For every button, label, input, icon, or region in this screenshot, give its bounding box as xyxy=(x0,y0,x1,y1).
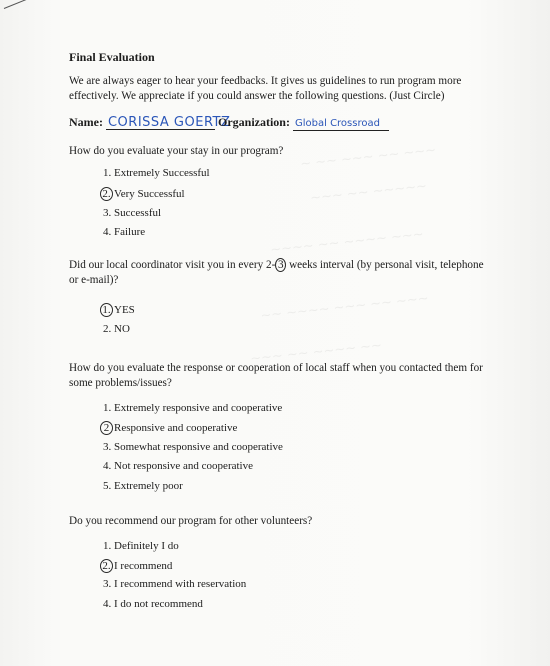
q3-option-2-label: Responsive and cooperative xyxy=(114,422,238,434)
q3-option-2[interactable] xyxy=(103,421,237,435)
q4-option-4[interactable]: 4. I do not recommend xyxy=(103,598,203,610)
question-2-part-b: weeks interval (by personal visit, telephone or e-mail)? xyxy=(69,259,484,286)
question-2 xyxy=(69,258,489,288)
q1-option-4[interactable]: 4. Failure xyxy=(103,226,146,238)
question-4: Do you recommend our program for other volunteers? xyxy=(69,515,313,527)
bleed-through-text: ~~~~ ~~ ~~~~ ~~~ xyxy=(269,226,425,259)
name-label: Name: xyxy=(69,115,103,129)
q2-option-yes[interactable] xyxy=(103,303,135,317)
q2-option-no[interactable]: 2. NO xyxy=(103,323,130,335)
intro-text: We are always eager to hear your feedbacks. It gives us guidelines to run program more effectively. We appreciate if you could answer the following questions. (Just Circle) xyxy=(69,75,462,102)
q4-option-3[interactable]: 3. I recommend with reservation xyxy=(103,578,247,590)
bleed-through-text: ~~~ ~~ ~~~~ ~~ xyxy=(249,338,383,367)
selection-circle: 1. xyxy=(100,303,113,317)
bleed-through-text: ~~ ~~~~ ~~~ ~~ ~~~ xyxy=(259,291,430,324)
q4-option-2[interactable] xyxy=(103,559,172,573)
question-2-part-a: Did our local coordinator visit you in every 2- xyxy=(69,259,276,271)
selection-circle: 2 xyxy=(100,421,113,435)
q3-option-5[interactable]: 5. Extremely poor xyxy=(103,480,183,492)
q1-option-2[interactable] xyxy=(103,187,185,201)
question-3: How do you evaluate the response or cooperation of local staff when you contacted them for some problems/issues? xyxy=(69,362,483,389)
organization-field[interactable]: Global Crossroad xyxy=(293,117,389,131)
organization-label: Organization: xyxy=(217,115,290,129)
selection-circle: 2. xyxy=(100,187,113,201)
q2-option-yes-label: YES xyxy=(114,304,135,316)
name-field[interactable]: CORISSA GOERTZ xyxy=(107,115,231,130)
circled-number: 3 xyxy=(275,258,286,272)
bleed-through-text: ~ ~~ ~~~ ~~ ~~~ xyxy=(299,142,437,173)
name-org-row xyxy=(69,115,389,131)
q1-option-1[interactable]: 1. Extremely Successful xyxy=(103,167,210,179)
q4-option-2-label: I recommend xyxy=(114,560,173,572)
form-title: Final Evaluation xyxy=(69,50,155,64)
bleed-through-text: ~~~ ~~ ~~~~~ xyxy=(309,178,428,207)
q4-option-1[interactable]: 1. Definitely I do xyxy=(103,540,179,552)
selection-circle: 2. xyxy=(100,559,113,573)
q1-option-2-label: Very Successful xyxy=(114,188,185,200)
q1-option-3[interactable]: 3. Successful xyxy=(103,207,162,219)
q3-option-1[interactable]: 1. Extremely responsive and cooperative xyxy=(103,402,283,414)
q3-option-4[interactable]: 4. Not responsive and cooperative xyxy=(103,460,253,472)
pen-mark xyxy=(4,0,41,9)
question-1: How do you evaluate your stay in our program? xyxy=(69,145,284,157)
q3-option-3[interactable]: 3. Somewhat responsive and cooperative xyxy=(103,441,283,453)
